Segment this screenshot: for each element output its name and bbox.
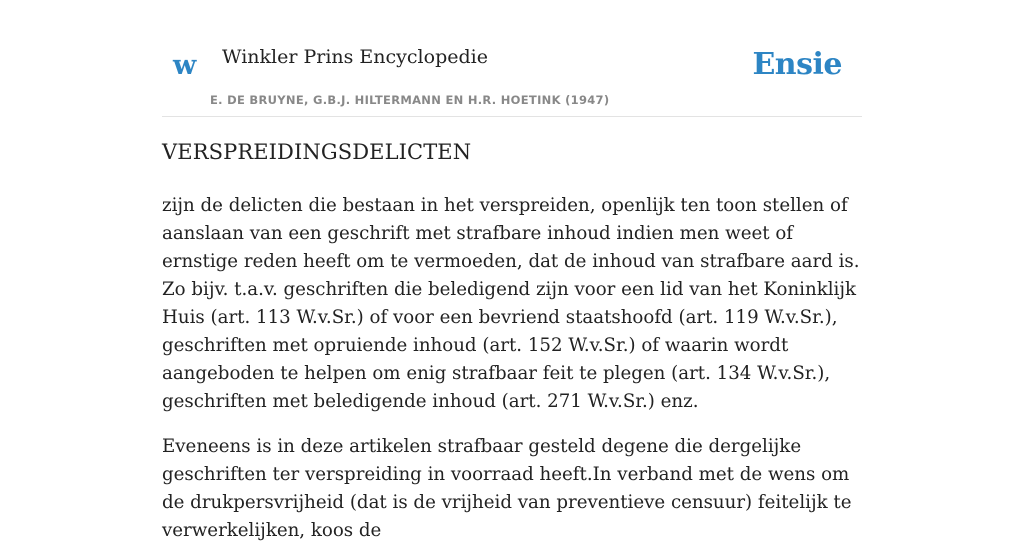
article — [162, 140, 864, 545]
ensie-logo-link[interactable]: Ensie — [752, 47, 842, 82]
winkler-prins-logo-icon[interactable]: w — [173, 50, 197, 81]
article-title: VERSPREIDINGSDELICTEN — [162, 140, 472, 164]
article-paragraph: Eveneens is in deze artikelen strafbaar gesteld degene die dergelijke geschriften ter verspreiding in voorraad heeft.In verband met de wens om de drukpersvrijheid (dat is de vrijheid van preventieve censuur) feitelijk te verwerkelijken, koos de — [162, 436, 852, 542]
site-header — [162, 0, 862, 117]
encyclopedia-authors: E. DE BRUYNE, G.B.J. HILTERMANN EN H.R. HOETINK (1947) — [210, 93, 610, 107]
article-paragraph: zijn de delicten die bestaan in het verspreiden, openlijk ten toon stellen of aanslaan van een geschrift met strafbare inhoud indien men weet of ernstige reden heeft om te vermoeden, dat de inhoud van strafbare aard is. Zo bijv. t.a.v. geschriften die beledigend zijn voor een lid van het Koninklijk Huis (art. 113 W.v.Sr.) of voor een bevriend staatshoofd (art. 119 W.v.Sr.), geschriften met opruiende inhoud (art. 152 W.v.Sr.) of waarin wordt aangeboden te helpen om enig strafbaar feit te plegen (art. 134 W.v.Sr.), geschriften met beledigende inhoud (art. 271 W.v.Sr.) enz. — [162, 195, 860, 413]
encyclopedia-title[interactable]: Winkler Prins Encyclopedie — [222, 46, 488, 68]
